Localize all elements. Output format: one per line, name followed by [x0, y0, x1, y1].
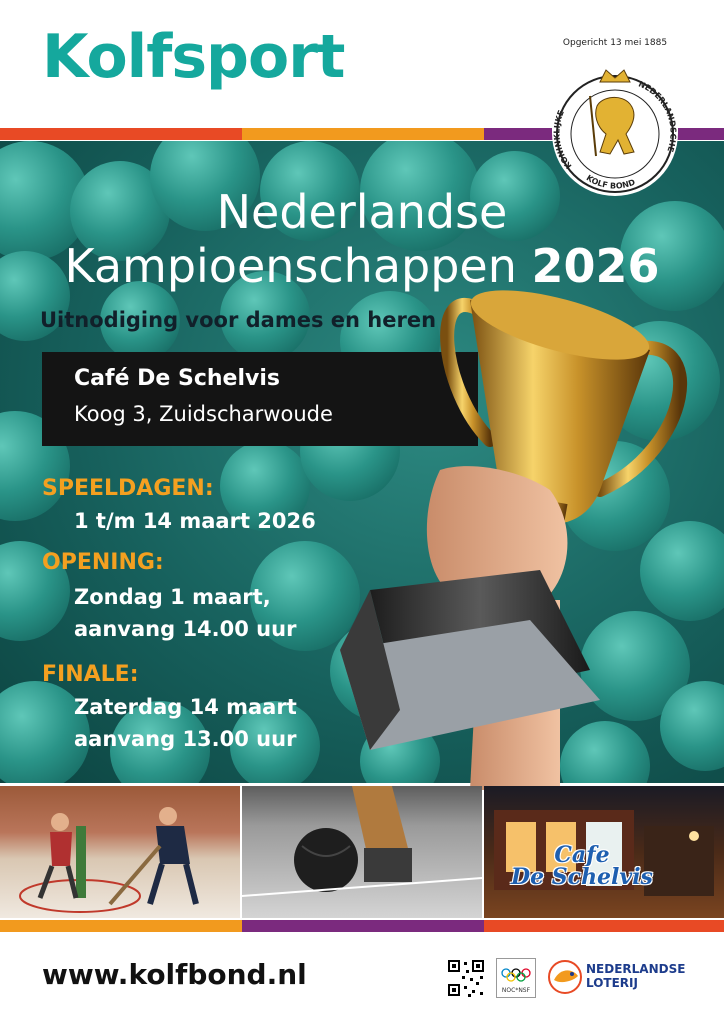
- kolfbond-badge: [552, 30, 678, 196]
- trophy-icon: [330, 270, 710, 790]
- cafe-sign-line1: Cafe: [554, 842, 610, 868]
- finale-line2: aanvang 13.00 uur: [74, 727, 297, 751]
- photo-cafe: [484, 786, 724, 918]
- loterij-line1: NEDERLANDSE: [586, 962, 686, 976]
- opening-line2: aanvang 14.00 uur: [74, 617, 297, 641]
- noc-text: NOC*NSF: [501, 987, 531, 994]
- players-illustration: [0, 786, 240, 918]
- qr-code-icon[interactable]: [446, 958, 486, 998]
- finale-label: FINALE:: [42, 662, 139, 687]
- noc-nsf-logo: [496, 958, 536, 998]
- color-band-top-orange: [242, 128, 484, 140]
- crown-lion-crest-icon: [552, 56, 678, 196]
- title-year: 2026: [531, 239, 660, 293]
- photo-players: [0, 786, 240, 918]
- brand-title: Kolfsport: [42, 22, 345, 92]
- opening-line1: Zondag 1 maart,: [74, 585, 271, 609]
- color-band-bottom-purple: [242, 920, 484, 932]
- cafe-sign-line2: De Schelvis: [511, 864, 653, 890]
- venue-name: Café De Schelvis: [74, 366, 280, 391]
- loterij-line2: LOTERIJ: [586, 976, 638, 990]
- speeldagen-value: 1 t/m 14 maart 2026: [74, 509, 316, 533]
- speeldagen-label: SPEELDAGEN:: [42, 476, 214, 501]
- title-line1: Nederlandse: [216, 185, 508, 239]
- cafe-sign: [502, 844, 662, 888]
- color-band-bottom-orange: [0, 920, 242, 932]
- badge-text-bottom: KOLF BOND: [584, 173, 637, 191]
- invite-text: Uitnodiging voor dames en heren: [40, 308, 437, 332]
- kolf-ball-illustration: [242, 786, 482, 918]
- badge-text-left: KONINKLIJKE: [552, 108, 574, 171]
- olympic-rings-icon: [497, 965, 535, 985]
- loterij-text: [586, 962, 685, 990]
- title-main: Kampioenschappen: [64, 239, 517, 293]
- badge-text-right: NEDERLANDSCHE: [637, 79, 678, 154]
- photo-kolf-ball: [242, 786, 482, 918]
- finale-line1: Zaterdag 14 maart: [74, 695, 297, 719]
- founded-text: Opgericht 13 mei 1885: [562, 38, 668, 48]
- opening-label: OPENING:: [42, 550, 164, 575]
- loterij-logo-icon: [548, 960, 582, 994]
- venue-address: Koog 3, Zuidscharwoude: [74, 402, 333, 426]
- color-band-bottom-red: [484, 920, 724, 932]
- color-band-top-teal: [0, 128, 242, 140]
- website-link[interactable]: www.kolfbond.nl: [42, 958, 307, 991]
